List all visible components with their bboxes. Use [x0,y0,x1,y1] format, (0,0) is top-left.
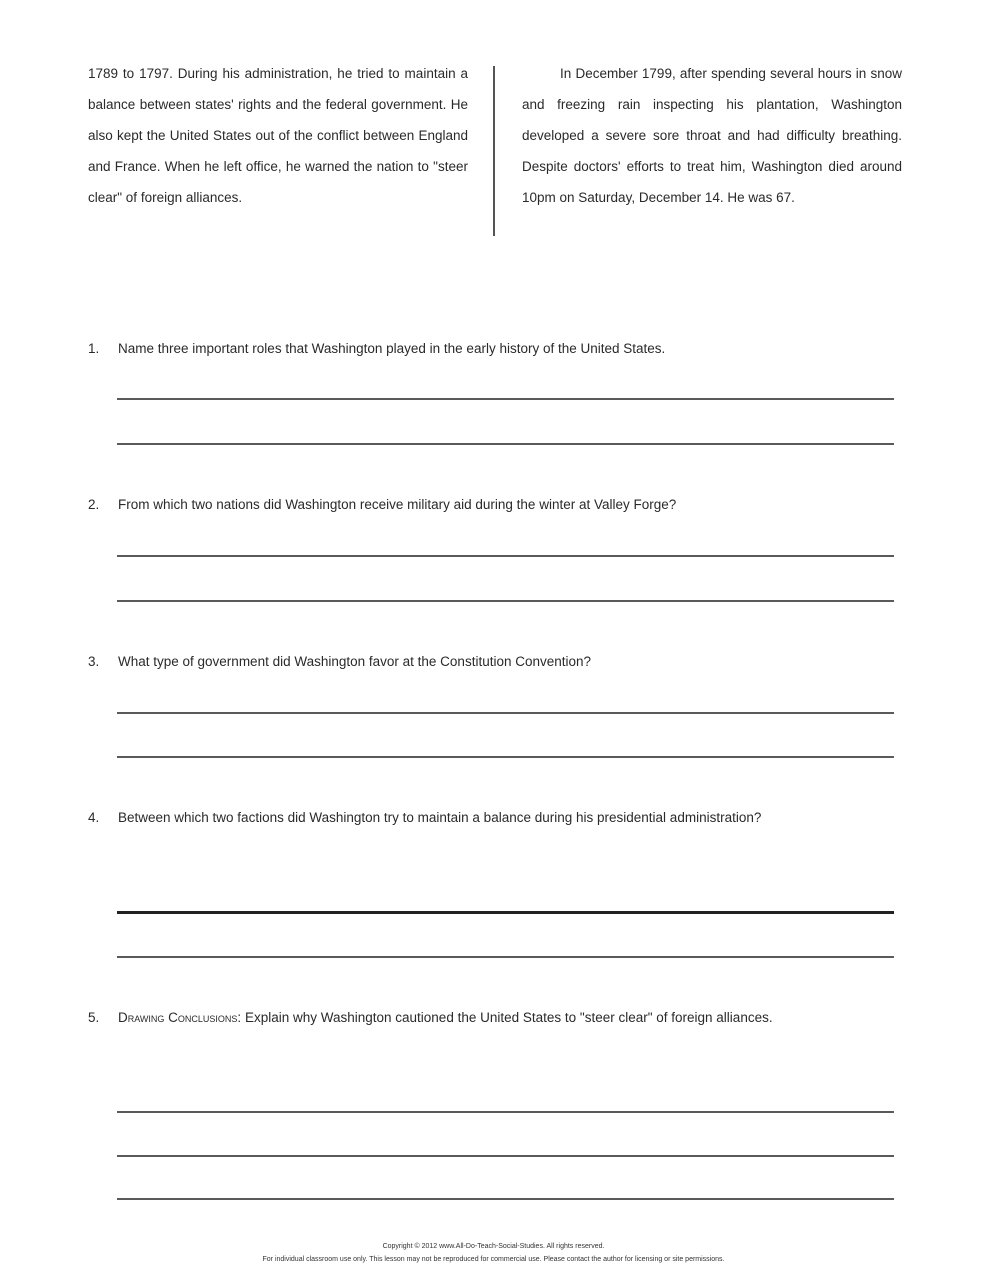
question-number: 3. [88,654,100,669]
question-2 [88,489,878,520]
question-text: Name three important roles that Washington played in the early history of the United States. [118,341,666,356]
question-number: 1. [88,341,100,356]
answer-line[interactable] [117,1198,894,1200]
question-5 [88,1002,878,1033]
question-4 [88,802,878,833]
answer-line[interactable] [117,956,894,958]
question-1 [88,333,878,364]
answer-line[interactable] [117,555,894,557]
question-text: From which two nations did Washington receive military aid during the winter at Valley Forge? [118,497,677,512]
answer-line[interactable] [117,443,894,445]
column-divider [493,66,495,236]
answer-line[interactable] [117,712,894,714]
question-body: Explain why Washington cautioned the United States to "steer clear" of foreign alliances. [244,1010,773,1025]
question-number: 5. [88,1010,100,1025]
question-3 [88,646,878,677]
question-number: 4. [88,810,100,825]
drawing-conclusions-label: Drawing Conclusions: [118,1010,242,1025]
question-text: Between which two factions did Washington try to maintain a balance during his presidential administration? [118,810,762,825]
question-number: 2. [88,497,100,512]
passage-left-column: 1789 to 1797. During his administration, he tried to maintain a balance between states' rights and the federal government. He also kept the United States out of the conflict between England and France. When he left office, he warned the nation to "steer clear" of foreign alliances. [88,66,468,205]
usage-notice: For individual classroom use only. This lesson may not be reproduced for commercial use. Please contact the author for licensing or site permissions. [262,1256,725,1263]
question-text [118,1002,863,1033]
passage-right-column: In December 1799, after spending several hours in snow and freezing rain inspecting his plantation, Washington developed a severe sore throat and had difficulty breathing. Despite doctors' efforts to treat him, Washington died around 10pm on Saturday, December 14. He was 67. [522,66,902,205]
copyright-line: Copyright © 2012 www.All-Do-Teach-Social-Studies. All rights reserved. [382,1243,605,1250]
answer-line[interactable] [117,911,894,914]
answer-line[interactable] [117,1111,894,1113]
question-text: What type of government did Washington favor at the Constitution Convention? [118,654,592,669]
answer-line[interactable] [117,398,894,400]
answer-line[interactable] [117,756,894,758]
answer-line[interactable] [117,1155,894,1157]
answer-line[interactable] [117,600,894,602]
